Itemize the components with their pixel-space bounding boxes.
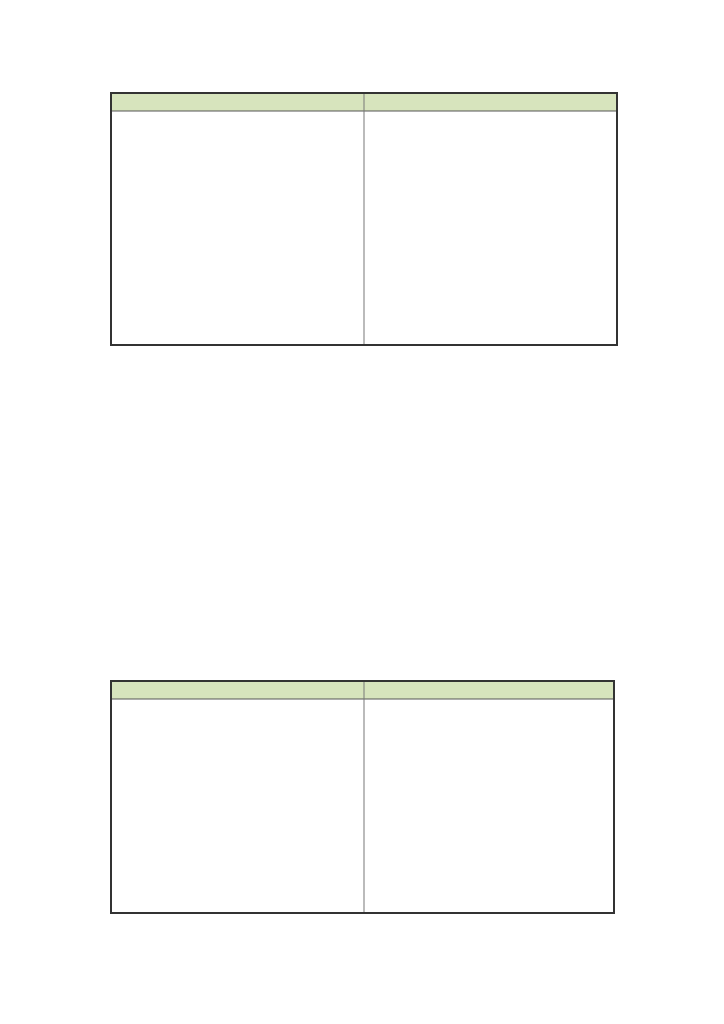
figure-panel-top-canvas [112,94,616,344]
figure-panel-bottom [110,680,615,914]
title-bar [112,682,613,699]
figure-panel-top [110,92,618,346]
figure-panel-bottom-canvas [112,682,613,912]
